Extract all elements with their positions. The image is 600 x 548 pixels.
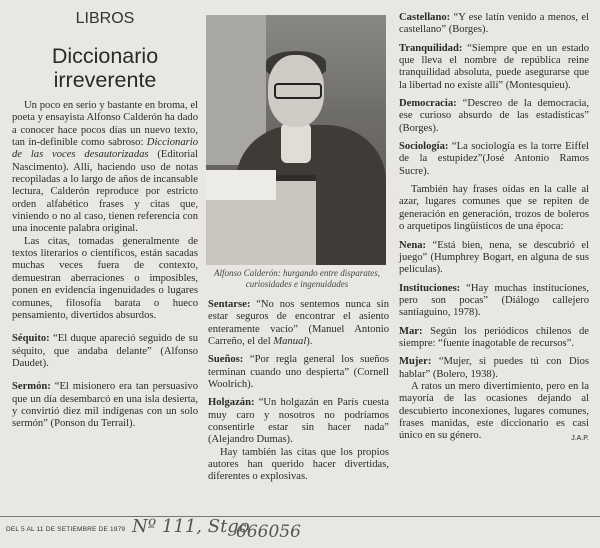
entry-term: Democracia: <box>399 98 457 110</box>
entry-term: Séquito: <box>12 333 50 345</box>
intro-paragraph <box>12 100 198 236</box>
article-title <box>12 44 198 92</box>
entry <box>399 356 589 381</box>
intro-text: Un poco en serio y bastante en broma, el poeta y ensayista Alfonso Calderón ha dado a conocer hace pocos días un nuevo texto, tan in-definible como sabroso: <box>12 100 198 149</box>
closing-text: A ratos un mero divertimiento, pero en la mayoría de las ocasiones dejando al descubierto inconexiones, lugares comunes, frases manidas, este diccionario es casi único en su género. <box>399 380 589 442</box>
entry <box>399 326 589 351</box>
entry-text: “Siempre que en un estado que lleva el nombre de república reine tranquilidad absoluta, puede asegurarse que la libertad no existe allí” (Montesquieu). <box>399 42 589 91</box>
intro-text: (Editorial Nascimento). Allí, haciendo uso de notas recopiladas a lo largo de años de incansable lectura, Calderón reproduce por estricto orden alfabético frases y citas que, viniendo o no al caso, tienen referencia con una inocente palabra original. <box>12 149 198 235</box>
entry <box>12 333 198 370</box>
entry-text: ). <box>306 336 313 348</box>
entry <box>208 397 389 446</box>
entry-term: Sermón: <box>12 381 51 393</box>
book-title: Diccionario de las voces desautorizadas <box>12 137 198 161</box>
entry-text: “Está bien, nena, se descubrió el juego” (Humphrey Bogart, en alguna de sus películas). <box>399 239 589 276</box>
entry <box>399 141 589 178</box>
entry-term: Instituciones: <box>399 282 461 294</box>
section-label: LIBROS <box>75 10 135 27</box>
entry-term: Mujer: <box>399 356 432 368</box>
entry-text: “No nos sentemos nunca sin estar seguros de encontrar el asiento enteramente vacío” (Manuel Antonio Carreño, el del <box>208 299 389 348</box>
entry-term: Mar: <box>399 325 423 337</box>
entry <box>399 12 589 37</box>
entry-text: “El misionero era tan persuasivo que un día desembarcó en una isla desierta, y convirtió diez mil indígenas con un solo sermón” (Ponson du Terrail). <box>12 381 198 430</box>
column-2 <box>208 299 389 484</box>
entry-text: “El duque apareció seguido de su séquito, que andaba delante” (Alfonso Daudet). <box>12 333 198 369</box>
closing-paragraph <box>399 381 589 443</box>
entry-term: Holgazán: <box>208 397 255 409</box>
paragraph: También hay frases oídas en la calle al azar, lugares comunes que se repiten de generación en generación, trozos de boleros o arquetipos lingüísticos de una época: <box>399 184 589 233</box>
column-1 <box>12 100 198 431</box>
entry <box>399 283 589 320</box>
title-line-2: irreverente <box>53 68 157 92</box>
entry-term: Sueños: <box>208 354 244 366</box>
entry-term: Castellano: <box>399 12 451 23</box>
publication-date: DEL 5 AL 11 DE SETIEMBRE DE 1979 <box>6 526 126 533</box>
author-photo <box>206 15 386 265</box>
column-3 <box>399 12 589 446</box>
entry-text: “Hay muchas instituciones, pero son pocas” (Diálogo callejero santiaguino, 1978). <box>399 282 589 319</box>
entry-term: Sentarse: <box>208 299 251 310</box>
entry <box>208 354 389 391</box>
entry <box>399 98 589 135</box>
entry-text: “Mujer, si puedes tú con Dios hablar” (Bolero, 1938). <box>399 356 589 380</box>
title-line-1: Diccionario <box>51 44 159 68</box>
entry-italic: Manual <box>273 336 307 348</box>
entry <box>12 381 198 430</box>
entry-text: Según los periódicos chilenos de siempre: “fuente inagotable de recursos”. <box>399 325 589 349</box>
paragraph: Hay también las citas que los propios autores han querido hacer divertidas, diferentes o explosivas. <box>208 446 389 483</box>
entry-text: “Descreo de la democracia, ese curioso absurdo de las estadísticas” (Borges). <box>399 98 589 134</box>
handwritten-number: 666056 <box>236 522 301 542</box>
entry-text: “Un holgazán en París cuesta muy caro y nosotros no podríamos consentirle estar sin hacer nada” (Alejandro Dumas). <box>208 397 389 446</box>
entry-term: Sociología: <box>399 141 449 153</box>
entry <box>208 299 389 348</box>
photo-caption: Alfonso Calderón: hurgando entre disparates, curiosidades e ingenuidades <box>213 268 381 289</box>
author-signature: J.A.P. <box>571 435 589 443</box>
entry <box>399 240 589 277</box>
entry-term: Nena: <box>399 239 427 251</box>
entry-text: “Y ese latín venido a menos, el castellano” (Borges). <box>399 12 589 36</box>
paragraph: Las citas, tomadas generalmente de textos literarios o científicos, están sacadas muchas veces fuera de contexto, demuestran aberraciones o imposibles, ponen en evidencia ingenuidades o lugares comunes, filosofía barata o hueco pensamiento, divertidos absurdos. <box>12 235 198 321</box>
entry-text: “La sociología es la torre Eiffel de la estupidez”(José Antonio Ramos Sucre). <box>399 141 589 177</box>
handwritten-reference: Nº 111, Stgo <box>132 516 250 537</box>
entry-term: Tranquilidad: <box>399 42 463 54</box>
entry-text: “Por regla general los sueños terminan cuando uno despierta” (Cornell Woolrich). <box>208 354 389 391</box>
entry <box>399 43 589 92</box>
footer-divider <box>0 516 600 517</box>
